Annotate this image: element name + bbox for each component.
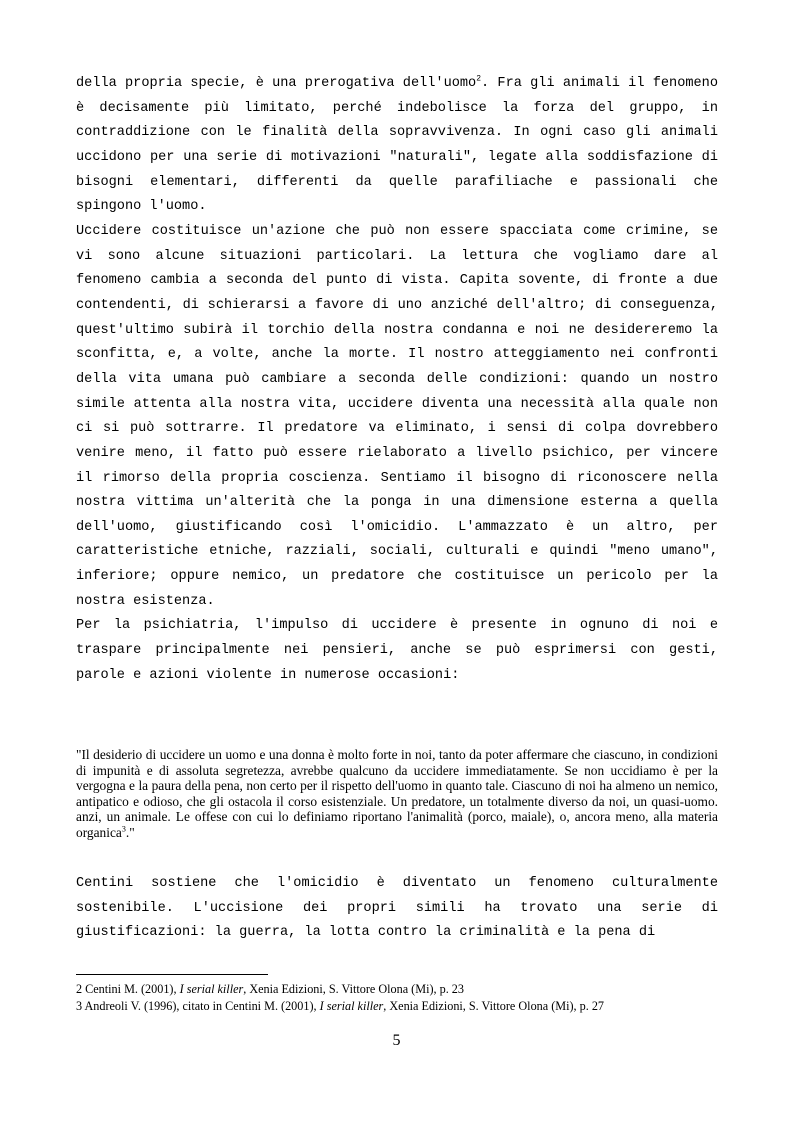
paragraph-4: Centini sostiene che l'omicidio è diventato un fenomeno culturalmente sostenibile. L'uccisione dei propri simili ha trovato una serie di giustificazioni: la guerra, la lotta contro la criminalità e la pena di: [76, 876, 718, 941]
footnotes: [76, 981, 756, 1015]
footnote-separator: [76, 974, 268, 975]
footnote-3: 3 Andreoli V. (1996), citato in Centini M. (2001), I serial killer, Xenia Edizioni, S. Vittore Olona (Mi), p. 27: [76, 999, 605, 1013]
paragraph-2: Uccidere costituisce un'azione che può non essere spacciata come crimine, se vi sono alcune situazioni particolari. La lettura che vogliamo dare al fenomeno cambia a seconda del punto di vista. Capita sovente, di fronte a due contendenti, di schierarsi a favore di uno anziché dell'altro; di conseguenza, quest'ultimo subirà il torchio della nostra condanna e noi ne desidereremo la sconfitta, e, a volte, anche la morte. Il nostro atteggiamento nei confronti della vita umana può cambiare a seconda delle condizioni: quando un nostro simile attenta alla nostra vita, uccidere diventa una necessità alla quale non ci si può sottrarre. Il predatore va eliminato, i sensi di colpa dovrebbero venire meno, il fatto può essere rielaborato a livello psichico, per vincere il rimorso della propria coscienza. Sentiamo il bisogno di riconoscere nella nostra vittima un'alterità che la ponga in una dimensione esterna a quella dell'uomo, giustificando così l'omicidio. L'ammazzato è un altro, per caratteristiche etniche, razziali, sociali, culturali e quindi "meno umano", inferiore; oppure nemico, un predatore che costituisce un pericolo per la nostra esistenza.: [76, 223, 718, 609]
body-text-top: [76, 72, 718, 688]
paragraph-3: Per la psichiatria, l'impulso di uccidere è presente in ognuno di noi e traspare principalmente nei pensieri, anche se può esprimersi con gesti, parole e azioni violente in numerose occasioni:: [76, 618, 718, 683]
body-text-bottom: [76, 872, 718, 946]
footnote-2: 2 Centini M. (2001), I serial killer, Xenia Edizioni, S. Vittore Olona (Mi), p. 23: [76, 982, 464, 996]
paragraph-1: della propria specie, è una prerogativa dell'uomo$^2$. Fra gli animali il fenomeno è decisamente più limitato, perché indebolisce la forza del gruppo, in contraddizione con le finalità della sopravvivenza. In ogni caso gli animali uccidono per una serie di motivazioni "naturali", legate alla soddisfazione di bisogni elementari, differenti da quelle parafiliache e passionali che spingono l'uomo.: [76, 74, 718, 215]
footnote-ref-3[interactable]: 3: [121, 824, 126, 834]
footnote-ref-2[interactable]: 2: [476, 74, 482, 84]
block-quote: "Il desiderio di uccidere un uomo e una donna è molto forte in noi, tanto da poter affermare che ciascuno, in condizioni di impunità e di assoluta segretezza, avrebbe qualcuno da uccidere immediatamente. Se non uccidiamo è per la vergogna e la paura della pena, non certo per il rispetto dell'uomo in quanto tale. Ciascuno di noi ha almeno un nemico, antipatico e odioso, che gli ostacola il corso esistenziale. Un predatore, un totalmente diverso da noi, un quasi-uomo. anzi, un animale. Le offese con cui lo definiamo riportano l'animalità (porco, maiale), o, ancora meno, alla materia organica$^3$.": [76, 747, 718, 840]
page-number: 5: [392, 1032, 401, 1049]
